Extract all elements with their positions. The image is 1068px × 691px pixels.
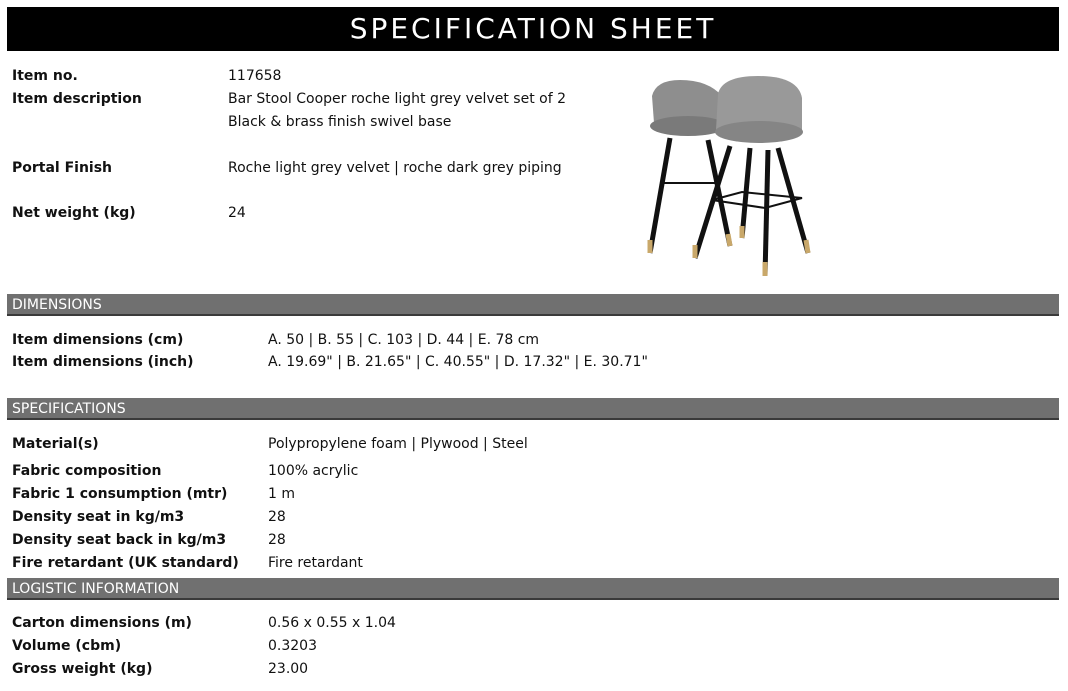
portal-finish-value: Roche light grey velvet | roche dark grey piping — [228, 160, 562, 176]
fabric-composition-label: Fabric composition — [12, 463, 162, 479]
portal-finish-label: Portal Finish — [12, 160, 113, 176]
density-seat-value: 28 — [268, 509, 286, 525]
gross-weight-value: 23.00 — [268, 661, 309, 677]
dimensions-inch-value: A. 19.69" | B. 21.65" | C. 40.55" | D. 17.32" | E. 30.71" — [268, 354, 648, 370]
fabric-composition-value: 100% acrylic — [268, 463, 359, 479]
product-image — [630, 68, 830, 283]
carton-dimensions-value: 0.56 x 0.55 x 1.04 — [268, 615, 396, 631]
page-title: SPECIFICATION SHEET — [7, 7, 1059, 51]
net-weight-value: 24 — [228, 205, 246, 221]
materials-label: Material(s) — [12, 436, 99, 452]
carton-dimensions-label: Carton dimensions (m) — [12, 615, 192, 631]
gross-weight-label: Gross weight (kg) — [12, 661, 153, 677]
dimensions-inch-label: Item dimensions (inch) — [12, 354, 194, 370]
net-weight-label: Net weight (kg) — [12, 205, 136, 221]
item-description-line2: Black & brass finish swivel base — [228, 114, 452, 130]
bar-stool-illustration — [630, 68, 830, 283]
item-description-label: Item description — [12, 91, 142, 107]
logistic-section-header: LOGISTIC INFORMATION — [7, 578, 1059, 600]
item-no-value: 117658 — [228, 68, 282, 84]
fire-retardant-label: Fire retardant (UK standard) — [12, 555, 239, 571]
fabric-consumption-value: 1 m — [268, 486, 295, 502]
dimensions-section-header: DIMENSIONS — [7, 294, 1059, 316]
fabric-consumption-label: Fabric 1 consumption (mtr) — [12, 486, 228, 502]
volume-label: Volume (cbm) — [12, 638, 122, 654]
dimensions-cm-value: A. 50 | B. 55 | C. 103 | D. 44 | E. 78 cm — [268, 332, 540, 348]
item-no-label: Item no. — [12, 68, 78, 84]
density-seat-back-value: 28 — [268, 532, 286, 548]
dimensions-cm-label: Item dimensions (cm) — [12, 332, 184, 348]
fire-retardant-value: Fire retardant — [268, 555, 363, 571]
density-seat-label: Density seat in kg/m3 — [12, 509, 185, 525]
specifications-section-header: SPECIFICATIONS — [7, 398, 1059, 420]
volume-value: 0.3203 — [268, 638, 317, 654]
item-description-line1: Bar Stool Cooper roche light grey velvet set of 2 — [228, 91, 566, 107]
materials-value: Polypropylene foam | Plywood | Steel — [268, 436, 528, 452]
density-seat-back-label: Density seat back in kg/m3 — [12, 532, 227, 548]
